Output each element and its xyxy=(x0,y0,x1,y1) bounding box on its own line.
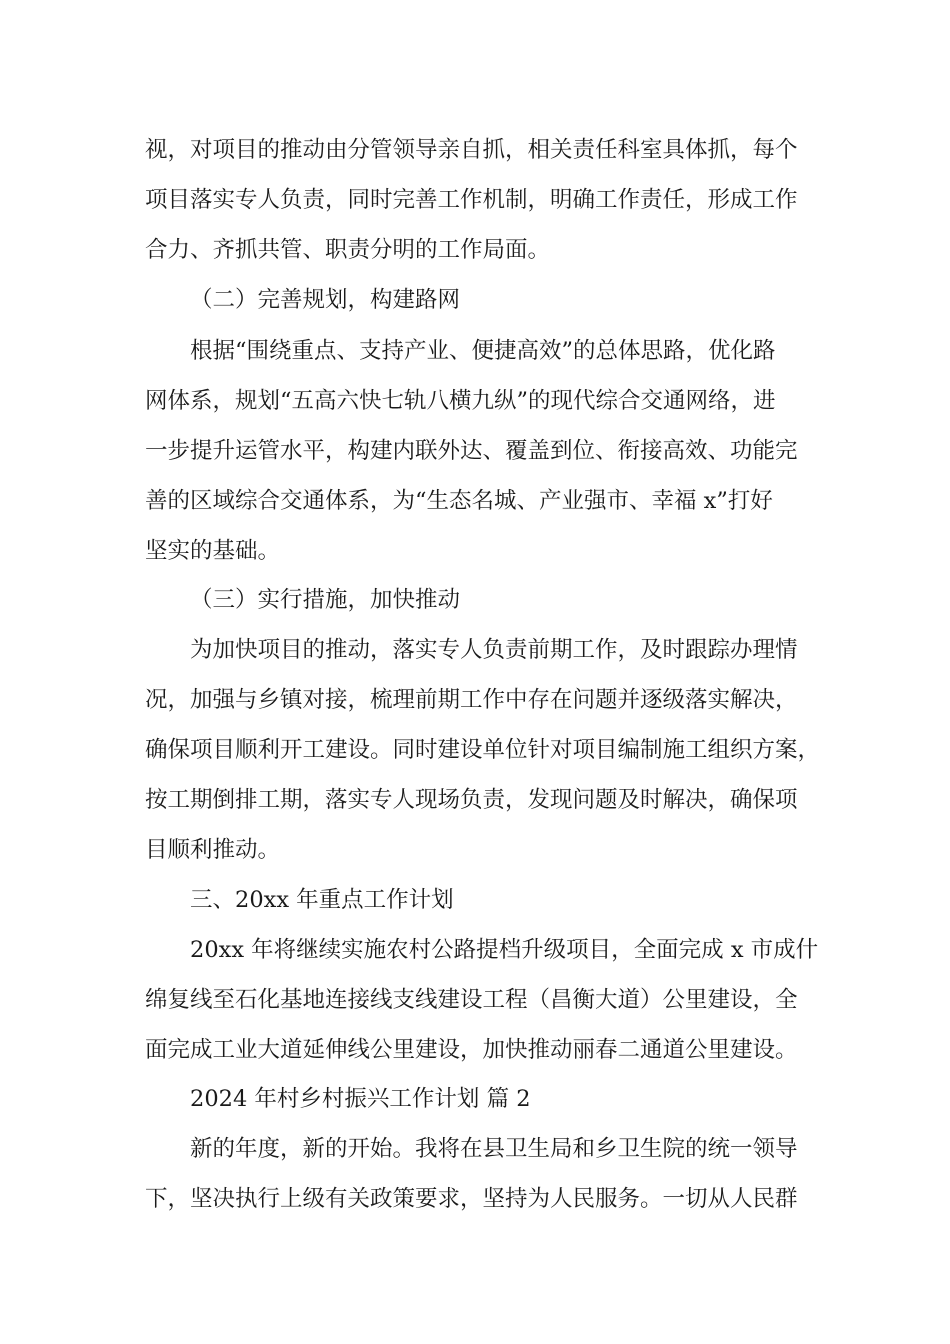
paragraph-line: 善的区域综合交通体系，为“生态名城、产业强市、幸福 x”打好 xyxy=(145,488,773,514)
paragraph-line: 视，对项目的推动由分管领导亲自抓，相关责任科室具体抓，每个 xyxy=(145,137,798,163)
paragraph-line: 况，加强与乡镇对接，梳理前期工作中存在问题并逐级落实解决， xyxy=(145,687,798,713)
paragraph-line: 确保项目顺利开工建设。同时建设单位针对项目编制施工组织方案， xyxy=(145,737,821,763)
paragraph-line: 项目落实专人负责，同时完善工作机制，明确工作责任，形成工作 xyxy=(145,187,798,213)
paragraph-line: 面完成工业大道延伸线公里建设，加快推动丽春二通道公里建设。 xyxy=(145,1037,798,1063)
paragraph-line: 下，坚决执行上级有关政策要求，坚持为人民服务。一切从人民群 xyxy=(145,1186,798,1212)
section-heading: 三、20xx 年重点工作计划 xyxy=(190,887,454,913)
section-heading: （三）实行措施，加快推动 xyxy=(190,587,461,613)
paragraph-line: 坚实的基础。 xyxy=(145,538,281,564)
paragraph-line: 一步提升运管水平，构建内联外达、覆盖到位、衔接高效、功能完 xyxy=(145,438,798,464)
paragraph-line: 合力、齐抓共管、职责分明的工作局面。 xyxy=(145,237,551,263)
paragraph-line: 按工期倒排工期，落实专人现场负责，发现问题及时解决，确保项 xyxy=(145,787,798,813)
paragraph-line: 为加快项目的推动，落实专人负责前期工作，及时跟踪办理情 xyxy=(190,637,798,663)
paragraph-line: 20xx 年将继续实施农村公路提档升级项目，全面完成 x 市成什 xyxy=(190,937,819,963)
paragraph-line: 绵复线至石化基地连接线支线建设工程（昌衡大道）公里建设，全 xyxy=(145,987,798,1013)
section-heading: 2024 年村乡村振兴工作计划 篇 2 xyxy=(190,1086,531,1112)
paragraph-line: 目顺利推动。 xyxy=(145,837,281,863)
section-heading: （二）完善规划，构建路网 xyxy=(190,287,461,313)
paragraph-line: 根据“围绕重点、支持产业、便捷高效”的总体思路，优化路 xyxy=(190,338,776,364)
paragraph-line: 新的年度，新的开始。我将在县卫生局和乡卫生院的统一领导 xyxy=(190,1136,798,1162)
paragraph-line: 网体系，规划“五高六快七轨八横九纵”的现代综合交通网络，进 xyxy=(145,388,776,414)
